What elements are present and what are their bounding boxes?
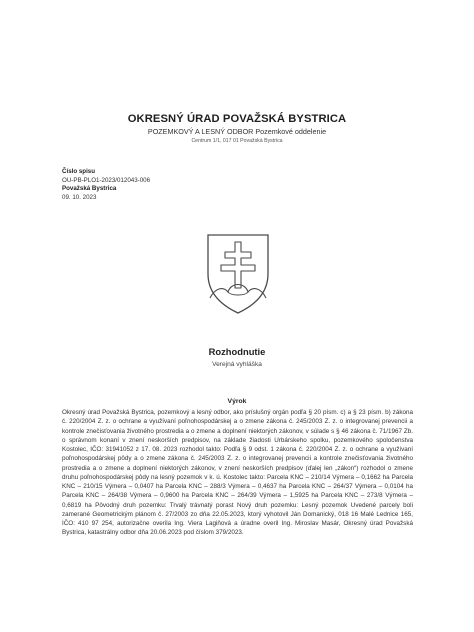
document-title: Rozhodnutie — [208, 346, 266, 357]
department-name: POZEMKOVÝ A LESNÝ ODBOR Pozemkové oddelenie — [147, 127, 327, 136]
slovak-coat-of-arms-icon — [205, 232, 271, 316]
issue-date: 09. 10. 2023 — [62, 193, 97, 201]
file-metadata — [62, 168, 150, 202]
document-subtitle: Verejná vyhláška — [212, 361, 262, 368]
verdict-heading: Výrok — [227, 398, 247, 405]
letterhead — [0, 112, 474, 145]
document-title-block — [0, 346, 474, 369]
office-address: Centrum 1/1, 017 01 Považská Bystrica — [191, 138, 283, 144]
verdict-body-text: Okresný úrad Považská Bystrica, pozemkový a lesný odbor, ako príslušný orgán podľa § 20 písm. c) a § 23 písm. b) zákona č. 220/2004 Z. z. o ochrane a využívaní poľnohospodárskej a o zmene zákona č. 245/2003 Z. z. o integrovanej prevencii a kontrole znečisťovania životného prostredia a o zmene a doplnení niektorých zákonov, v súlade s § 46 zákona č. 71/1967 Zb. o správnom konaní v znení neskorších predpisov, na základe žiadosti Urbárskeho spolku, pozemkového spoločenstva Kostolec, IČO: 31941052 z 17. 08. 2023 rozhodol takto: Podľa § 9 odst. 1 zákona č. 220/2004 Z. z. o ochrane a využívaní poľnohospodárskej pôdy a o zmene zákona č. 245/2003 Z. z. o integrovanej prevencii a kontrole znečisťovania životného prostredia a o zmene a doplnení niektorých zákonov, v znení neskorších predpisov (ďalej len „zákon“) rozhodol o zmene druhu poľnohospodárskej pôdy na lesný pozemok v k. ú. Kostolec takto: Parcela KNC – 210/14 Výmera – 0,1662 ha Parcela KNC – 210/15 Výmera – 0,0407 ha Parcela KNC – 288/3 Výmera – 0,4637 ha Parcela KNC – 264/37 Výmera – 0,0104 ha Parcela KNC – 264/38 Výmera – 0,9600 ha Parcela KNC – 264/39 Výmera – 1,5925 ha Parcela KNC – 273/8 Výmera – 0,6819 ha Pôvodný druh pozemku: Trvalý trávnatý porast Nový druh pozemku: Lesný pozemok Uvedené parcely boli zamerané Geometrickým plánom č. 27/2003 zo dňa 22.05.2023, ktorý vyhotovil Ján Domanický, 018 16 Malé Lednice 165, IČO: 410 97 254, autorizačne overila Ing. Viera Lagiňová a úradne overil Ing. Miroslav Masár, Okresný úrad Považská Bystrica, katastrálny odbor dňa 20.06.2023 pod číslom 379/2023. — [62, 409, 413, 537]
file-number-label: Číslo spisu — [62, 168, 96, 175]
file-number: OU-PB-PLO1-2023/012043-006 — [62, 176, 151, 184]
issue-place: Považská Bystrica — [62, 185, 117, 193]
office-name: OKRESNÝ ÚRAD POVAŽSKÁ BYSTRICA — [127, 113, 347, 125]
